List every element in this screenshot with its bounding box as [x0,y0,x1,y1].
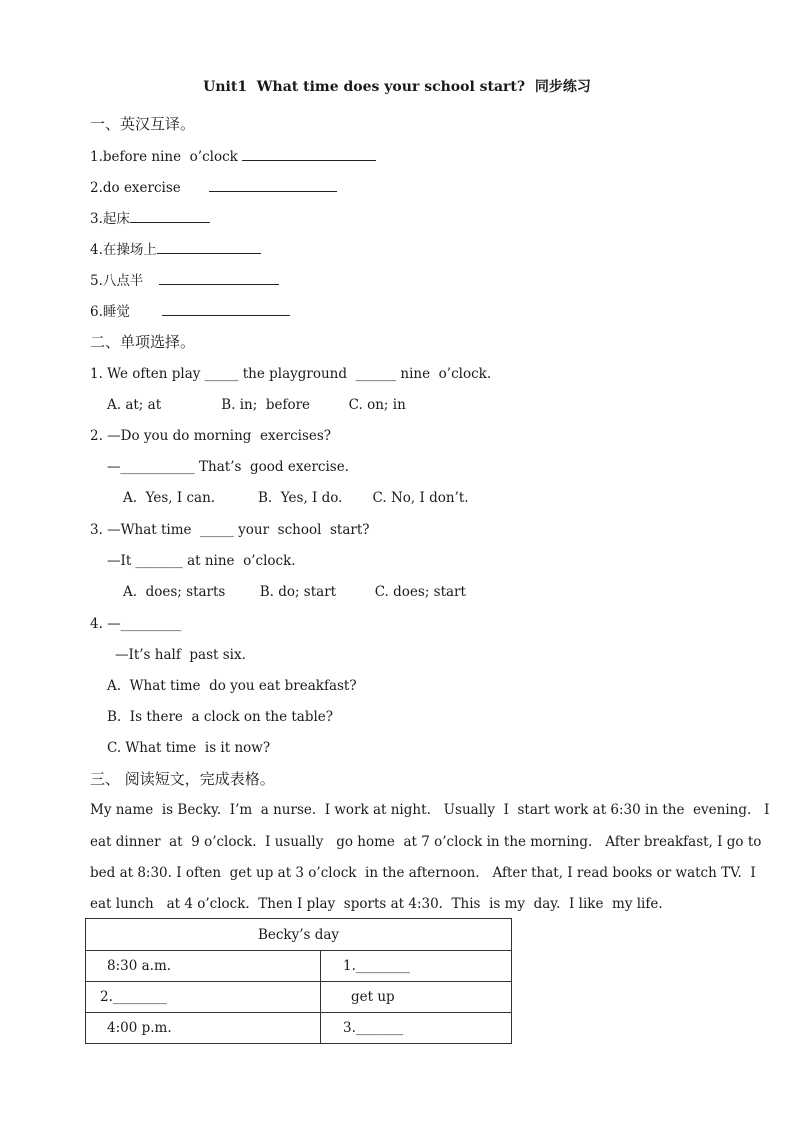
section1-item-3 [90,208,210,228]
page-title: Unit1 What time does your school start? 同步练习 [203,79,591,95]
passage-line-4: eat lunch at 4 o’clock. Then I play sports at 4:30. This is my day. I like my life. [90,896,663,912]
question-4-answer-line: —It’s half past six. [115,647,246,663]
section2-heading: 二、单项选择。 [90,333,196,351]
answer-blank[interactable] [159,270,279,285]
table-row [86,1013,512,1044]
question-3-options: A. does; starts B. do; start C. does; start [123,584,466,600]
section1-item-6 [90,301,290,321]
question-4: 4. —_________ [90,616,182,632]
question-2-options: A. Yes, I can. B. Yes, I do. C. No, I don’t. [123,490,469,506]
question-2-answer-line: —___________ That’s good exercise. [107,459,349,475]
table-cell: 8:30 a.m. [86,951,321,982]
table-row [86,982,512,1013]
table-row [86,951,512,982]
answer-blank[interactable] [130,208,210,223]
passage-line-2: eat dinner at 9 o’clock. I usually go home at 7 o’clock in the morning. After breakfast, I go to [90,834,762,850]
table-cell: 4:00 p.m. [86,1013,321,1044]
item-text: 5.八点半 [90,273,144,289]
passage-line-3: bed at 8:30. I often get up at 3 o’clock in the afternoon. After that, I read books or watch TV. I [90,865,756,881]
table-cell-answer[interactable]: 2.________ [86,982,321,1013]
section1-item-1 [90,146,376,166]
question-4-option-a: A. What time do you eat breakfast? [107,678,357,694]
question-4-option-b: B. Is there a clock on the table? [107,709,334,725]
section1-item-4 [90,239,261,259]
question-3: 3. —What time _____ your school start? [90,522,370,538]
table-cell-answer[interactable]: 1.________ [321,951,512,982]
question-4-option-c: C. What time is it now? [107,740,271,756]
question-3-answer-line: —It _______ at nine o’clock. [107,553,296,569]
passage-line-1: My name is Becky. I’m a nurse. I work at night. Usually I start work at 6:30 in the evening. I [90,802,770,818]
table-cell: get up [321,982,512,1013]
item-text: 6.睡觉 [90,304,130,320]
table-cell-answer[interactable]: 3._______ [321,1013,512,1044]
question-1: 1. We often play _____ the playground ______ nine o’clock. [90,366,492,382]
item-text: 3.起床 [90,211,130,227]
becky-day-table [85,918,512,1044]
table-header-cell: Becky’s day [86,919,512,951]
question-2: 2. —Do you do morning exercises? [90,428,332,444]
answer-blank[interactable] [242,146,376,161]
item-text: 1.before nine o’clock [90,149,238,165]
section3-heading: 三、 阅读短文，完成表格。 [90,770,275,788]
item-text: 2.do exercise [90,180,181,196]
table-header-row [86,919,512,951]
section1-heading: 一、英汉互译。 [90,115,196,133]
section1-item-5 [90,270,279,290]
section1-item-2 [90,177,337,197]
question-1-options: A. at; at B. in; before C. on; in [107,397,406,413]
item-text: 4.在操场上 [90,242,157,258]
answer-blank[interactable] [209,177,337,192]
answer-blank[interactable] [157,239,261,254]
answer-blank[interactable] [162,301,290,316]
